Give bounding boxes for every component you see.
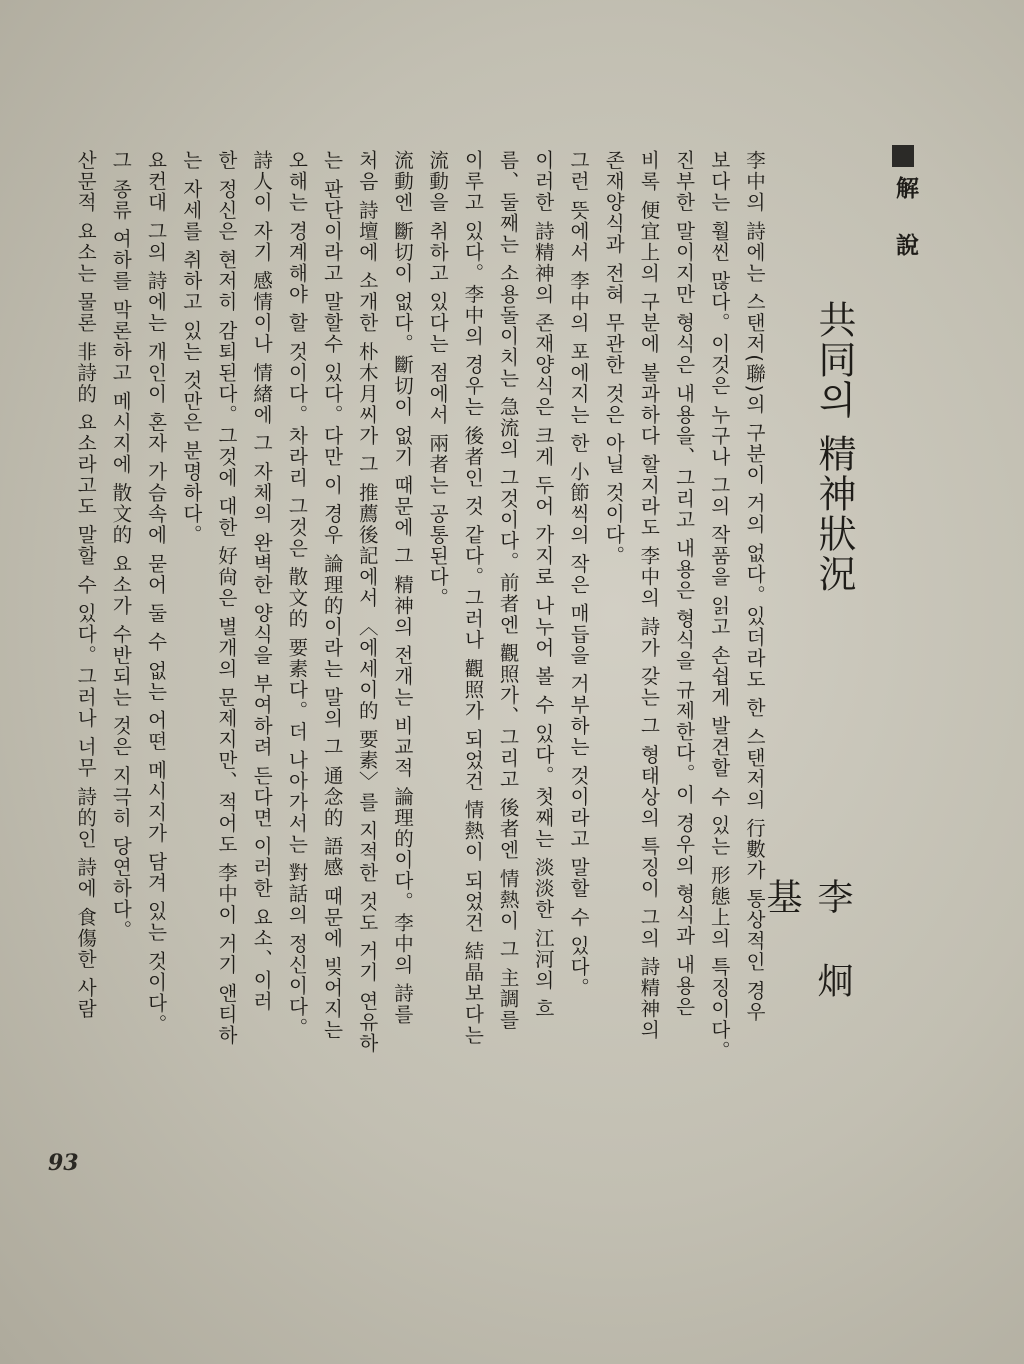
body-column: 름、둘째는 소용돌이치는 急流의 그것이다。前者엔 觀照가、그리고 後者엔 情熱이 그 主調를: [496, 150, 520, 1031]
body-column: 비록 便宜上의 구분에 불과하다 할지라도 李中의 詩가 갖는 그 형태상의 특징이 그의 詩精神의: [637, 150, 661, 1041]
author-name: 李炯基: [761, 878, 853, 1046]
body-column: 보다는 훨씬 많다。이것은 누구나 그의 작품을 읽고 손쉽게 발견할 수 있는 形態上의 특징이다。: [707, 150, 731, 1062]
section-label: 解說: [892, 176, 918, 290]
body-column: 詩人이 자기 感情이나 情緖에 그 자체의 완벽한 양식을 부여하려 든다면 이러한 요소、이러: [250, 150, 274, 1012]
essay-body: [20, 150, 772, 1150]
body-column: 이루고 있다。李中의 경우는 後者인 것 같다。그러나 觀照가 되었건 情熱이 되었건 結晶보다는: [461, 150, 485, 1046]
body-column: 산문적 요소는 물론 非詩的 요소라고도 말할 수 있다。그러나 너무 詩的인 詩에 食傷한 사람: [74, 150, 98, 1020]
body-column: 그런 뜻에서 李中의 포에지는 한 小節씩의 작은 매듭을 거부하는 것이라고 말할 수 있다。: [566, 150, 590, 999]
body-column: 流動을 취하고 있다는 점에서 兩者는 공통된다。: [426, 150, 450, 609]
essay-title: 共同의 精神狀況: [812, 300, 856, 595]
body-column: 처음 詩壇에 소개한 朴木月씨가 그 推薦後記에서 〈에세이的 要素〉를 지적한 것도 거기 연유하: [355, 150, 379, 1054]
body-column: 이러한 詩精神의 존재양식은 크게 두어 가지로 나누어 볼 수 있다。첫째는 淡淡한 江河의 흐: [531, 150, 555, 1020]
body-column: 는 자세를 취하고 있는 것만은 분명하다。: [179, 150, 203, 546]
page-number: 93: [48, 1150, 79, 1176]
section-marker-square: [892, 145, 914, 167]
body-column: 그 종류 여하를 막론하고 메시지에 散文的 요소가 수반되는 것은 지극히 당연하다。: [109, 150, 133, 941]
body-column: 流動엔 斷切이 없다。斷切이 없기 때문에 그 精神의 전개는 비교적 論理的이다。李中의 詩를: [390, 150, 414, 1025]
body-column: 李中의 詩에는 스탠저(聯)의 구분이 거의 없다。있더라도 한 스탠저의 行數가 통상적인 경우: [743, 150, 766, 1023]
body-column: 한 정신은 현저히 감퇴된다。그것에 대한 好尙은 별개의 문제지만、적어도 李中이 거기 앤티하: [214, 150, 238, 1046]
body-column: 진부한 말이지만 형식은 내용을、그리고 내용은 형식을 규제한다。이 경우의 형식과 내용은: [672, 150, 696, 1018]
body-column: 요컨대 그의 詩에는 개인이 혼자 가슴속에 묻어 둘 수 없는 어떤 메시지가 담겨 있는 것이다。: [144, 150, 168, 1035]
body-column: 는 판단이라고 말할수 있다。다만 이 경우 論理的이라는 말의 그 通念的 語感 때문에 빚어지는: [320, 150, 344, 1041]
body-column: 오해는 경계해야 할 것이다。차라리 그것은 散文的 要素다。더 나아가서는 對話의 정신이다。: [285, 150, 309, 1039]
body-column: 존재양식과 전혀 무관한 것은 아닐 것이다。: [602, 150, 626, 567]
